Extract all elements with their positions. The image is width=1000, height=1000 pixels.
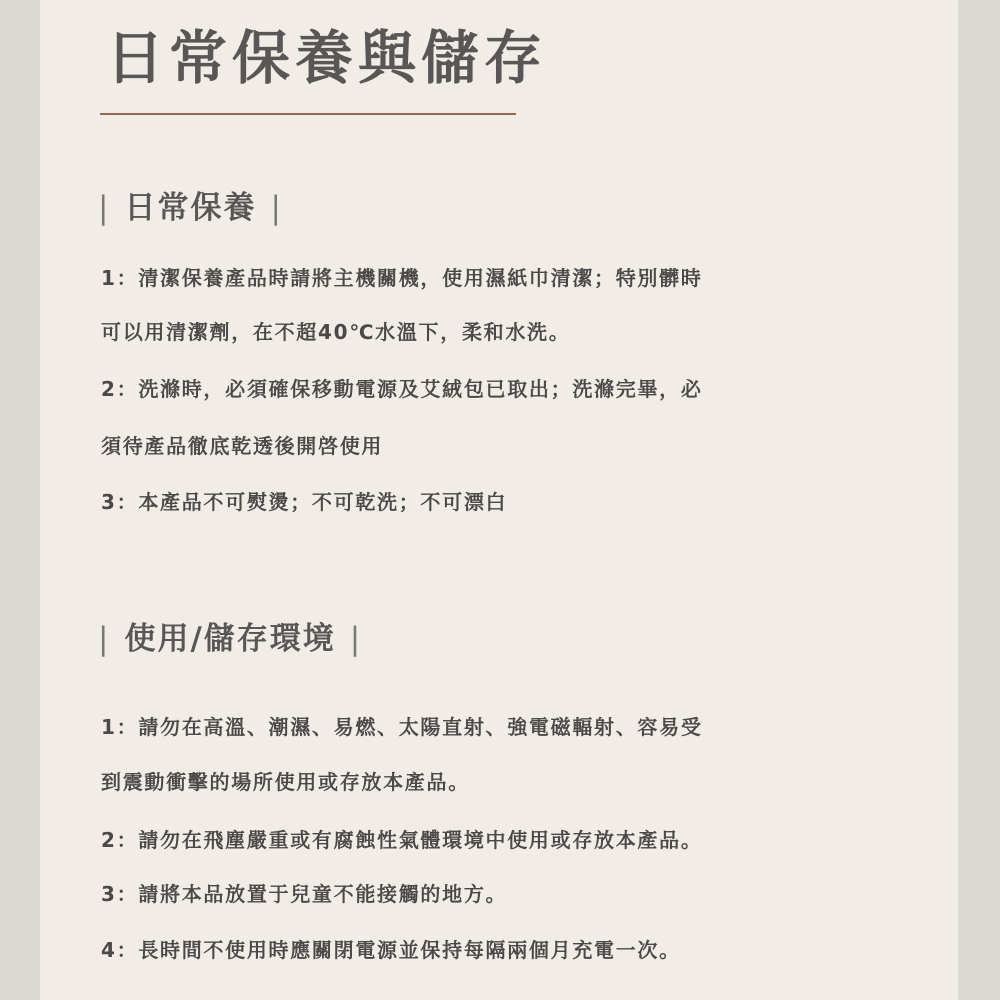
environment-item-line: 1：請勿在高溫、潮濕、易燃、太陽直射、強電磁輻射、容易受 (101, 715, 703, 739)
care-item-line: 1：清潔保養產品時請將主機關機，使用濕紙巾清潔；特別髒時 (101, 266, 703, 290)
heading-bar-right: | (349, 621, 363, 657)
environment-item-line: 2：請勿在飛塵嚴重或有腐蝕性氣體環境中使用或存放本產品。 (101, 828, 703, 852)
heading-bar-left: | (98, 190, 111, 226)
care-item-line: 可以用清潔劑，在不超40℃水溫下，柔和水洗。 (101, 320, 571, 344)
section-heading-label: 使用/儲存環境 (124, 621, 336, 657)
care-item-line: 2：洗滌時，必須確保移動電源及艾絨包已取出；洗滌完畢，必 (101, 377, 703, 401)
care-item-line: 須待產品徹底乾透後開啓使用 (101, 434, 384, 458)
heading-bar-left: | (98, 621, 111, 657)
environment-item-line: 3：請將本品放置于兒童不能接觸的地方。 (101, 882, 508, 906)
title-underline (100, 113, 516, 115)
section-heading-label: 日常保養 (124, 190, 257, 226)
section-heading-daily-care (98, 186, 283, 230)
page-title: 日常保養與儲存 (106, 24, 548, 92)
section-heading-usage-storage (98, 617, 362, 661)
environment-item-line: 到震動衝擊的場所使用或存放本產品。 (101, 770, 470, 794)
document-page (40, 0, 958, 1000)
heading-bar-right: | (270, 190, 283, 226)
care-item-line: 3：本產品不可熨燙；不可乾洗；不可漂白 (101, 490, 508, 514)
environment-item-line: 4：長時間不使用時應關閉電源並保持每隔兩個月充電一次。 (101, 938, 681, 962)
